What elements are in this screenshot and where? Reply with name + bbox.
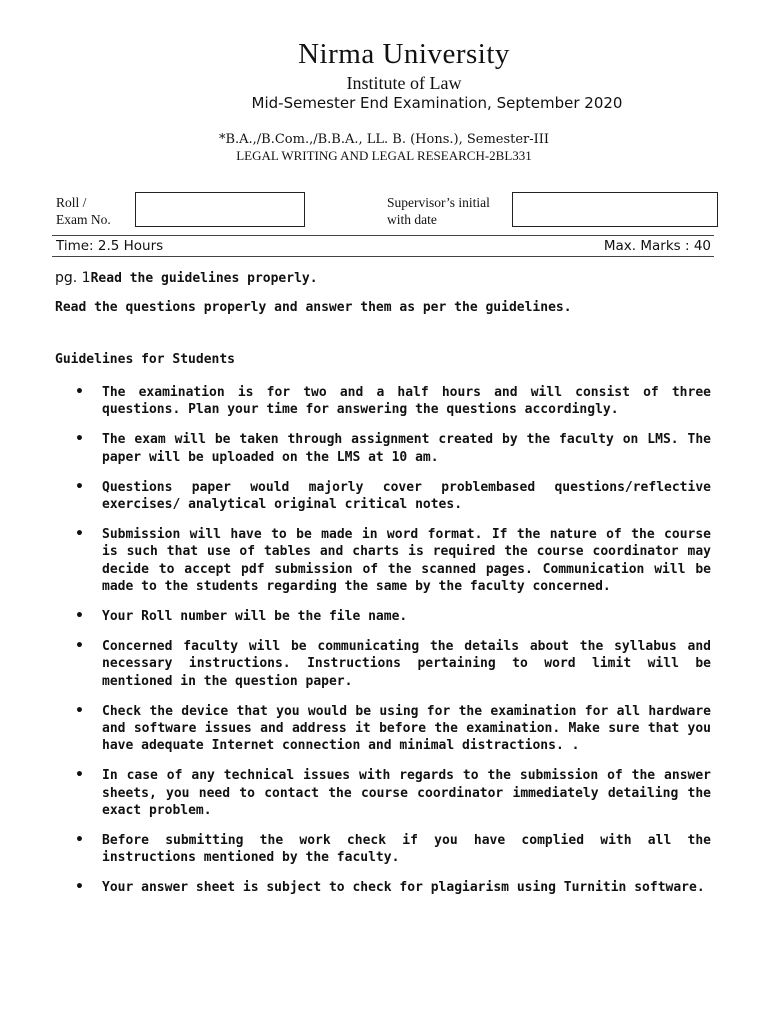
guideline-item — [75, 767, 711, 819]
bullet-icon: • — [75, 767, 84, 784]
page-number: pg. 1 — [55, 270, 91, 286]
intro-line-1 — [55, 270, 318, 286]
supervisor-label — [387, 194, 490, 228]
guideline-text: The examination is for two and a half hours and will consist of three questions. Plan your time for answering the questions accordingly. — [102, 385, 711, 418]
guideline-text: Before submitting the work check if you have complied with all the instructions mentioned by the faculty. — [102, 833, 711, 866]
institute-name: Institute of Law — [346, 73, 462, 93]
divider-top — [52, 235, 714, 236]
guideline-text: Concerned faculty will be communicating the details about the syllabus and necessary instructions. Instructions pertaining to word limit will be mentioned in the question paper. — [102, 639, 711, 689]
guideline-item — [75, 608, 711, 625]
roll-number-box[interactable] — [135, 192, 305, 227]
time-marks-row — [56, 238, 711, 254]
guideline-item — [75, 832, 711, 866]
roll-label-line-1: Roll / — [56, 195, 87, 210]
programme-line: *B.A.,/B.Com.,/B.B.A., LL. B. (Hons.), Semester-III — [218, 132, 550, 147]
guideline-text: Your Roll number will be the file name. — [102, 609, 408, 625]
roll-label-line-2: Exam No. — [56, 212, 111, 227]
exam-duration: Time: 2.5 Hours — [56, 238, 164, 254]
bullet-icon: • — [75, 478, 84, 495]
guideline-item — [75, 384, 711, 418]
bullet-icon: • — [75, 832, 84, 849]
guidelines-list — [75, 384, 711, 910]
intro-line-1-text: Read the guidelines properly. — [90, 271, 318, 286]
roll-label — [56, 194, 111, 228]
guideline-text: The exam will be taken through assignment created by the faculty on LMS. The paper will be uploaded on the LMS at 10 am. — [102, 432, 711, 465]
guideline-item — [75, 638, 711, 690]
guideline-text: Questions paper would majorly cover problembased questions/reflective exercises/ analytical original critical notes. — [102, 479, 711, 513]
bullet-icon: • — [75, 638, 84, 655]
university-name: Nirma University — [298, 38, 510, 70]
guideline-item — [75, 478, 711, 513]
exam-title: Mid-Semester End Examination, September 2020 — [251, 94, 623, 112]
intro-line-2: Read the questions properly and answer them as per the guidelines. — [55, 300, 572, 315]
guideline-item — [75, 879, 711, 896]
guideline-text: Your answer sheet is subject to check for plagiarism using Turnitin software. — [102, 880, 705, 896]
supervisor-label-line-1: Supervisor’s initial — [387, 195, 490, 210]
bullet-icon: • — [75, 431, 84, 448]
divider-bottom — [52, 256, 714, 257]
bullet-icon: • — [75, 384, 84, 400]
guideline-text: Submission will have to be made in word format. If the nature of the course is such that use of tables and charts is required the course coordinator may decide to accept pdf submission of the scanned pages. Communication will be made to the students regarding the same by the faculty concerned. — [102, 527, 711, 594]
guideline-item — [75, 526, 711, 595]
supervisor-label-line-2: with date — [387, 212, 437, 227]
guideline-item — [75, 431, 711, 465]
bullet-icon: • — [75, 879, 84, 896]
guideline-item — [75, 702, 711, 755]
bullet-icon: • — [75, 526, 84, 543]
course-title: LEGAL WRITING AND LEGAL RESEARCH-2BL331 — [236, 148, 532, 163]
guideline-text: Check the device that you would be using for the examination for all hardware and software issues and address it before the examination. Make sure that you have adequate Internet connection and minimal distractions. . — [102, 703, 711, 754]
max-marks: Max. Marks : 40 — [603, 238, 711, 254]
guideline-text: In case of any technical issues with regards to the submission of the answer sheets, you need to contact the course coordinator immediately detailing the exact problem. — [102, 768, 711, 818]
guidelines-title: Guidelines for Students — [55, 352, 236, 367]
supervisor-initial-box[interactable] — [512, 192, 718, 227]
bullet-icon: • — [75, 702, 84, 719]
bullet-icon: • — [75, 608, 84, 625]
